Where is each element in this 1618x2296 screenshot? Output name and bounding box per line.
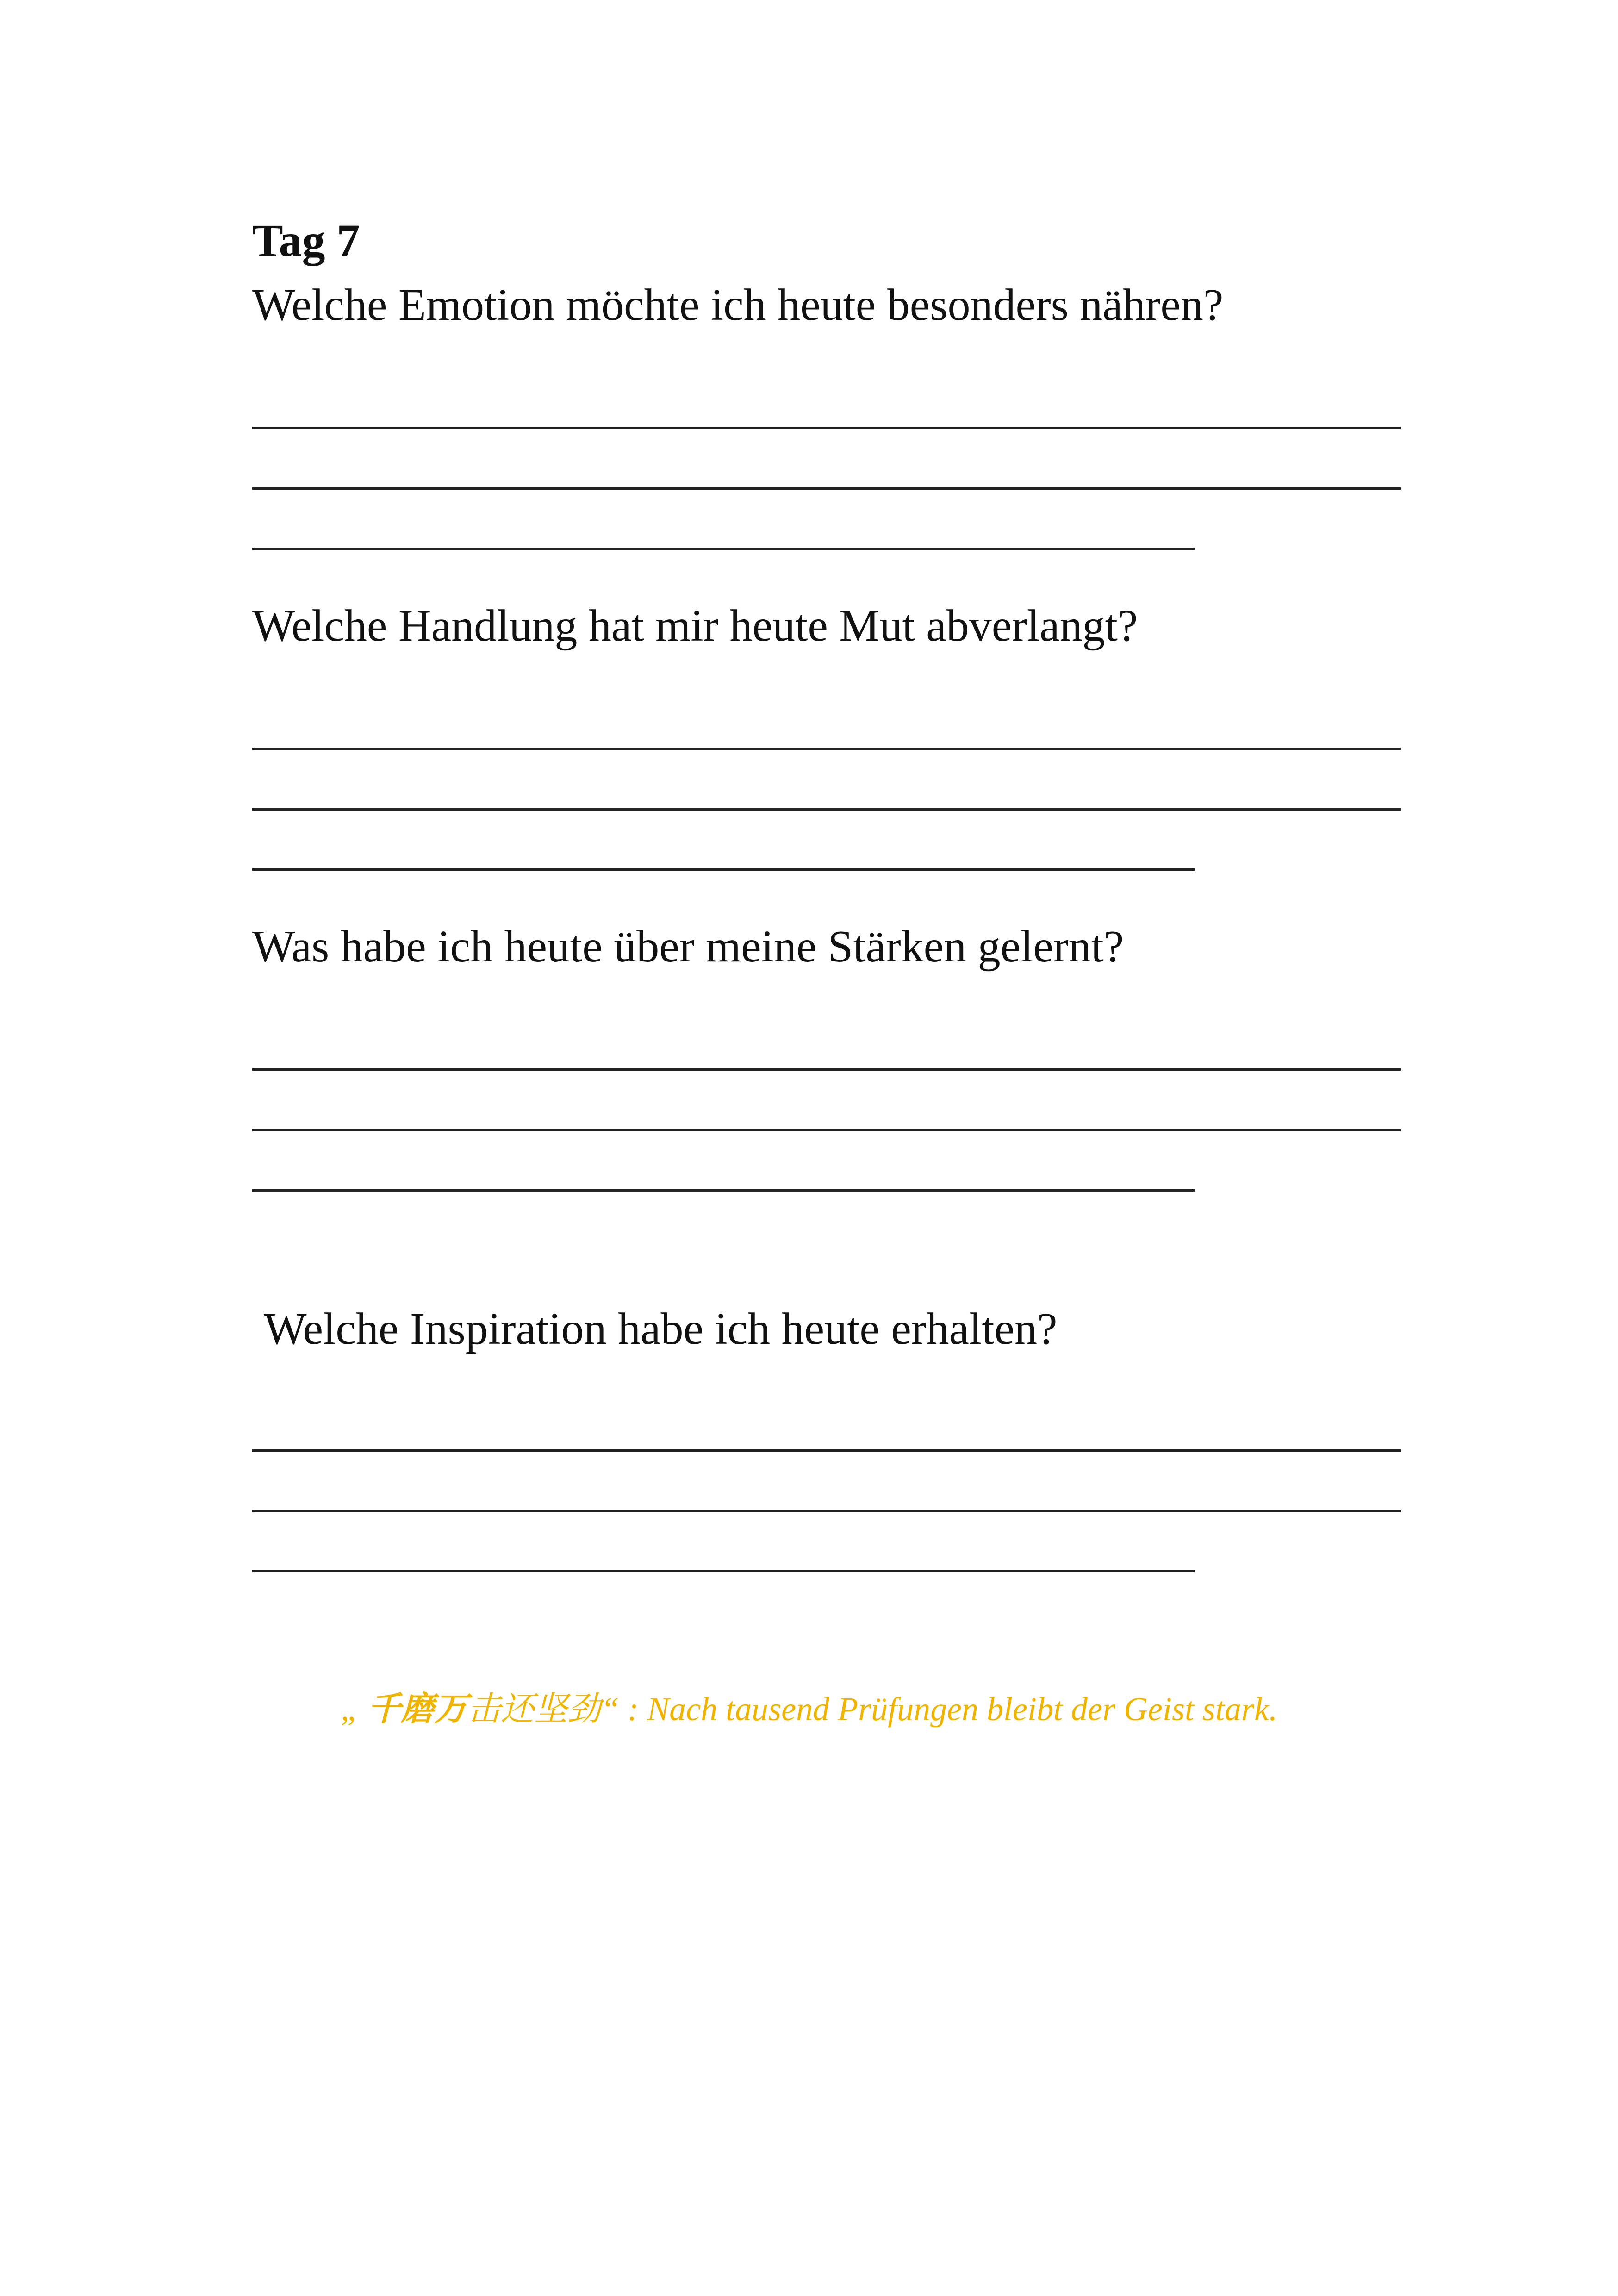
question-emotion: Welche Emotion möchte ich heute besonders nähren?: [252, 280, 1224, 330]
answer-line[interactable]: [252, 868, 1195, 871]
answer-line[interactable]: [252, 1129, 1401, 1131]
answer-line[interactable]: [252, 1068, 1401, 1071]
answer-line[interactable]: [252, 1570, 1195, 1572]
answer-line[interactable]: [252, 548, 1195, 550]
answer-line[interactable]: [252, 487, 1401, 490]
quote-open-mark: „: [341, 1691, 368, 1728]
closing-quote: [0, 1689, 1618, 1729]
question-courage: Welche Handlung hat mir heute Mut abverlangt?: [252, 601, 1138, 651]
answer-line[interactable]: [252, 808, 1401, 811]
answer-line[interactable]: [252, 1510, 1401, 1512]
quote-close-mark: “ :: [601, 1691, 647, 1728]
answer-line[interactable]: [252, 1449, 1401, 1452]
quote-idiom-bold: 千磨万: [367, 1689, 468, 1728]
quote-translation: Nach tausend Prüfungen bleibt der Geist stark.: [647, 1691, 1277, 1728]
answer-line[interactable]: [252, 748, 1401, 750]
day-heading: Tag 7: [252, 215, 360, 266]
question-inspiration: Welche Inspiration habe ich heute erhalten?: [264, 1304, 1058, 1354]
question-strengths: Was habe ich heute über meine Stärken gelernt?: [252, 922, 1124, 972]
answer-line[interactable]: [252, 427, 1401, 429]
quote-idiom-rest: 击还坚劲: [467, 1689, 601, 1728]
answer-line[interactable]: [252, 1189, 1195, 1192]
